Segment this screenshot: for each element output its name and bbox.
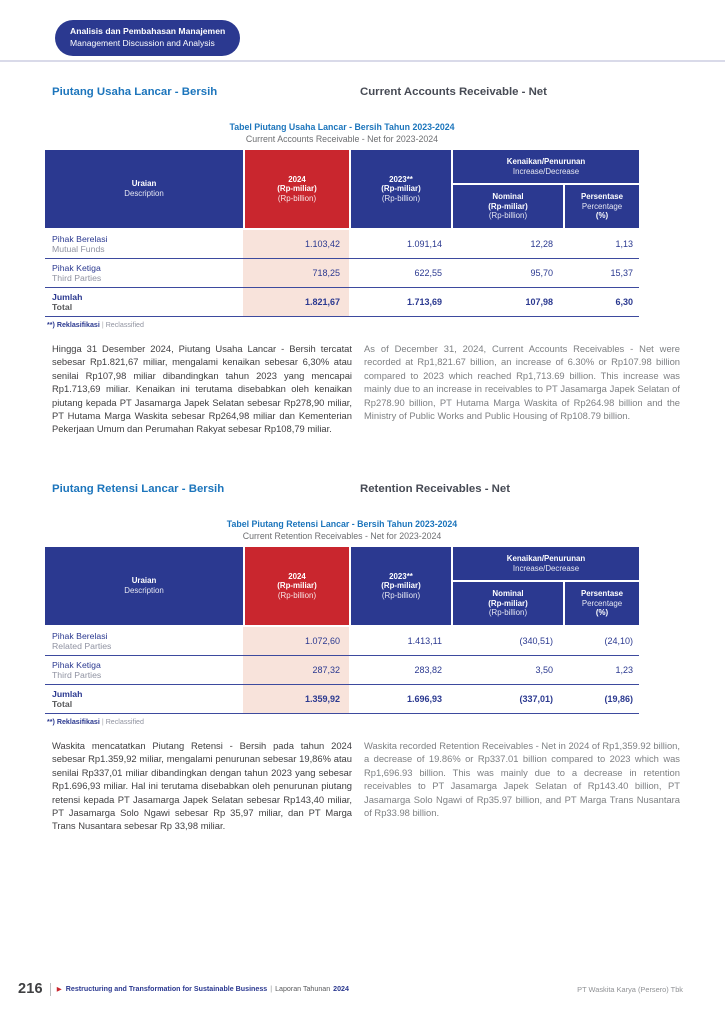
table-total-row [45,685,639,714]
header-divider [0,60,725,62]
row-label: Pihak Berelasi Related Parties [52,630,112,651]
table2-caption-indonesian: Tabel Piutang Retensi Lancar - Bersih Tahun 2023-2024 [226,519,458,529]
section1-paragraphs [52,342,680,436]
table2-header-description: Uraian Description [45,547,243,625]
table1-header-percentage: Persentase Percentage (%) [565,185,639,228]
table2-header-2023: 2023** (Rp-miliar) (Rp-billion) [351,547,451,625]
row-label: Pihak Ketiga Third Parties [52,659,102,680]
section2-headings [52,483,680,495]
table1-header-description: Uraian Description [45,150,243,228]
table-row [45,656,639,685]
footer-separator: | [270,985,273,993]
table1-header-subcells [453,185,639,228]
table2-header-percentage: Persentase Percentage (%) [565,582,639,625]
cell-2024: 287,32 [243,656,349,684]
cell-2023: 622,55 [414,268,442,278]
section2-heading-indonesian: Piutang Retensi Lancar - Bersih [52,483,225,495]
cell-2023: 1.413,11 [407,636,442,646]
table2-caption [45,519,639,542]
cell-2023: 1.091,14 [406,239,442,249]
cell-percentage: (19,86) [604,694,633,704]
footer-tagline: Restructuring and Transformation for Sustainable Business [65,985,268,993]
table-total-row [45,288,639,317]
cell-2024: 718,25 [243,259,349,287]
section2-paragraph-english: Waskita recorded Retention Receivables - Net in 2024 of Rp1,359.92 billion, a decrease of 19.86% or Rp337.01 billion compared to 2023 which was Rp1,696.93 billion. This was mainly due to a decrease in retention receivables to PT Jasamarga Japek Selatan of Rp143.40 billion, PT Jasamarga Solo Ngawi of Rp35.97 billion, and PT Marga Trans Nusantara of Rp33.98 billion. [364,740,680,819]
table-row [45,627,639,656]
table1-caption [45,122,639,145]
table-current-accounts-receivable [45,150,639,317]
row-label: Pihak Berelasi Mutual Funds [52,233,108,254]
cell-percentage: (24,10) [604,636,633,646]
table-retention-receivables [45,547,639,714]
cell-2023: 1.713,69 [406,297,442,307]
table2-caption-english: Current Retention Receivables - Net for 2023-2024 [242,530,442,541]
table2-header-increase-decrease-group [453,547,639,625]
cell-nominal: 95,70 [530,268,553,278]
play-triangle-icon: ▶ [56,986,62,993]
table1-header-increase-decrease-group [453,150,639,228]
cell-nominal: 12,28 [530,239,553,249]
cell-percentage: 15,37 [610,268,633,278]
row-label: Jumlah Total [52,688,83,709]
section1-heading-english: Current Accounts Receivable - Net [360,86,547,98]
table1-caption-indonesian: Tabel Piutang Usaha Lancar - Bersih Tahun 2023-2024 [229,122,455,132]
cell-nominal: (340,51) [519,636,553,646]
footer-company-name: PT Waskita Karya (Persero) Tbk [577,984,683,994]
table2-header-nominal: Nominal (Rp-miliar) (Rp-billion) [453,582,563,625]
table2-header-2024: 2024 (Rp-miliar) (Rp-billion) [245,547,349,625]
section1-paragraph-english: As of December 31, 2024, Current Accounts Receivables - Net were recorded at Rp1,821.67 billion, an increase of 6.30% or Rp107.98 billion compared to 2023 which reached Rp1,713.69 billion. This increase was mainly due to an increase in receivables to PT Jasamarga Japek Selatan of Rp278.90 billion, PT Hutama Marga Waskita of Rp264.98 billion and the Ministry of Public Works and Public Housing of Rp108.79 billion. [364,343,680,422]
table2-header-increase-decrease: Kenaikan/Penurunan Increase/Decrease [453,547,639,580]
cell-percentage: 1,23 [615,665,633,675]
cell-2023: 1.696,93 [406,694,442,704]
table1-body [45,230,639,317]
row-label: Pihak Ketiga Third Parties [52,262,102,283]
section2-paragraph-indonesian: Waskita mencatatkan Piutang Retensi - Bersih pada tahun 2024 sebesar Rp1.359,92 miliar, mengalami penurunan sebesar 19,86% atau senilai Rp337,01 miliar dibandingkan dengan tahun 2023 yang sebesar Rp1.696,93 miliar. Hal ini terutama disebabkan oleh penurunan piutang retensi kepada PT Jasamarga Japek Selatan sebesar Rp143,40 miliar, PT Jasamarga Solo Ngawi sebesar Rp 35,97 miliar, dan PT Marga Trans Nusantara sebesar Rp 33,98 miliar. [52,740,352,832]
footer-report-label: Laporan Tahunan [275,985,331,993]
cell-2024: 1.821,67 [243,288,349,316]
table-row [45,259,639,288]
cell-nominal: 3,50 [535,665,553,675]
row-label: Jumlah Total [52,291,83,312]
table2-header-row [45,547,639,625]
section-badge [55,20,240,56]
table2-header-subcells [453,582,639,625]
footer-divider-bar [50,983,51,996]
table1-header-nominal: Nominal (Rp-miliar) (Rp-billion) [453,185,563,228]
cell-nominal: 107,98 [525,297,553,307]
footer-report-year: 2024 [333,985,349,993]
section2-paragraphs [52,739,680,833]
cell-percentage: 1,13 [615,239,633,249]
cell-2024: 1.359,92 [243,685,349,713]
section1-paragraph-indonesian: Hingga 31 Desember 2024, Piutang Usaha Lancar - Bersih tercatat sebesar Rp1.821,67 miliar, mengalami kenaikan sebesar 6,30% atau senilai Rp107,98 miliar dibandingkan tahun 2023 yang mencapai Rp1.713,69 miliar. Kenaikan ini terutama disebabkan oleh kenaikan piutang kepada PT Jasamarga Japek Selatan sebesar Rp278,90 miliar, PT Hutama Marga Waskita sebesar Rp264,98 miliar dan Kementerian Pekerjaan Umum dan Perumahan Rakyat sebesar Rp108,79 miliar. [52,343,352,435]
table1-header-row [45,150,639,228]
page-number: 216 [18,981,43,997]
page-footer [18,981,683,997]
table1-header-2023: 2023** (Rp-miliar) (Rp-billion) [351,150,451,228]
section2-heading-english: Retention Receivables - Net [360,483,511,495]
cell-2024: 1.072,60 [243,627,349,655]
table1-footnote: **) Reklasifikasi | Reclassified [47,321,144,329]
cell-nominal: (337,01) [519,694,553,704]
table2-footnote: **) Reklasifikasi | Reclassified [47,718,144,726]
table1-header-2024: 2024 (Rp-miliar) (Rp-billion) [245,150,349,228]
badge-title-english: Management Discussion and Analysis [70,37,215,48]
cell-2023: 283,82 [414,665,442,675]
section1-headings [52,86,680,98]
section1-heading-indonesian: Piutang Usaha Lancar - Bersih [52,86,218,98]
cell-2024: 1.103,42 [243,230,349,258]
table1-header-increase-decrease: Kenaikan/Penurunan Increase/Decrease [453,150,639,183]
badge-title-indonesian: Analisis dan Pembahasan Manajemen [70,26,226,36]
table1-caption-english: Current Accounts Receivable - Net for 2023-2024 [245,133,439,144]
cell-percentage: 6,30 [615,297,633,307]
table-row [45,230,639,259]
table2-body [45,627,639,714]
